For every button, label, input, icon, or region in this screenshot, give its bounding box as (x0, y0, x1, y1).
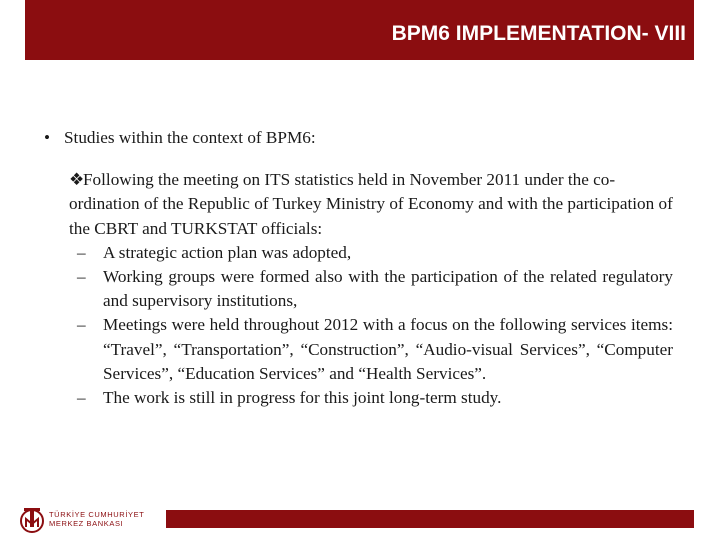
list-item-text: A strategic action plan was adopted, (103, 242, 352, 262)
bullet-marker: • (44, 128, 51, 147)
list-item (40, 241, 673, 265)
list-item-text: Meetings were held throughout 2012 with a focus on the following services items: “Travel”, “Transportation”, “Construction”, “Audio-visual Services”, “Computer Services”, “Education Services” and “Health Services”. (103, 315, 673, 383)
logo-line-1: TÜRKİYE CUMHURİYET (49, 510, 145, 519)
footer-bar (166, 510, 694, 528)
slide-content (40, 126, 680, 410)
cbrt-logo (18, 505, 178, 535)
title-bar (25, 0, 694, 60)
dash-marker: – (77, 315, 86, 335)
bullet-text: Studies within the context of BPM6: (64, 128, 316, 147)
dash-marker: – (77, 267, 86, 287)
list-item-text: The work is still in progress for this joint long-term study. (103, 388, 502, 408)
sub-bullet-item (40, 168, 673, 241)
dash-marker: – (77, 388, 86, 408)
list-item (40, 313, 673, 386)
sub-bullet-text: Following the meeting on ITS statistics held in November 2011 under the co-ordination of the Republic of Turkey Ministry of Economy and with the participation of the CBRT and TURKSTAT officials: (69, 170, 673, 238)
logo-text (49, 510, 144, 528)
list-item (40, 386, 673, 410)
dash-marker: – (77, 242, 86, 262)
diamond-bullet-icon: ❖ (69, 170, 85, 190)
bullet-item (40, 126, 680, 150)
cbrt-logo-icon (18, 505, 46, 535)
list-item (40, 265, 673, 313)
logo-line-2: MERKEZ BANKASI (49, 519, 124, 528)
list-item-text: Working groups were formed also with the participation of the related regulatory and supervisory institutions, (103, 267, 673, 311)
page-title: BPM6 IMPLEMENTATION- VIII (391, 22, 686, 45)
